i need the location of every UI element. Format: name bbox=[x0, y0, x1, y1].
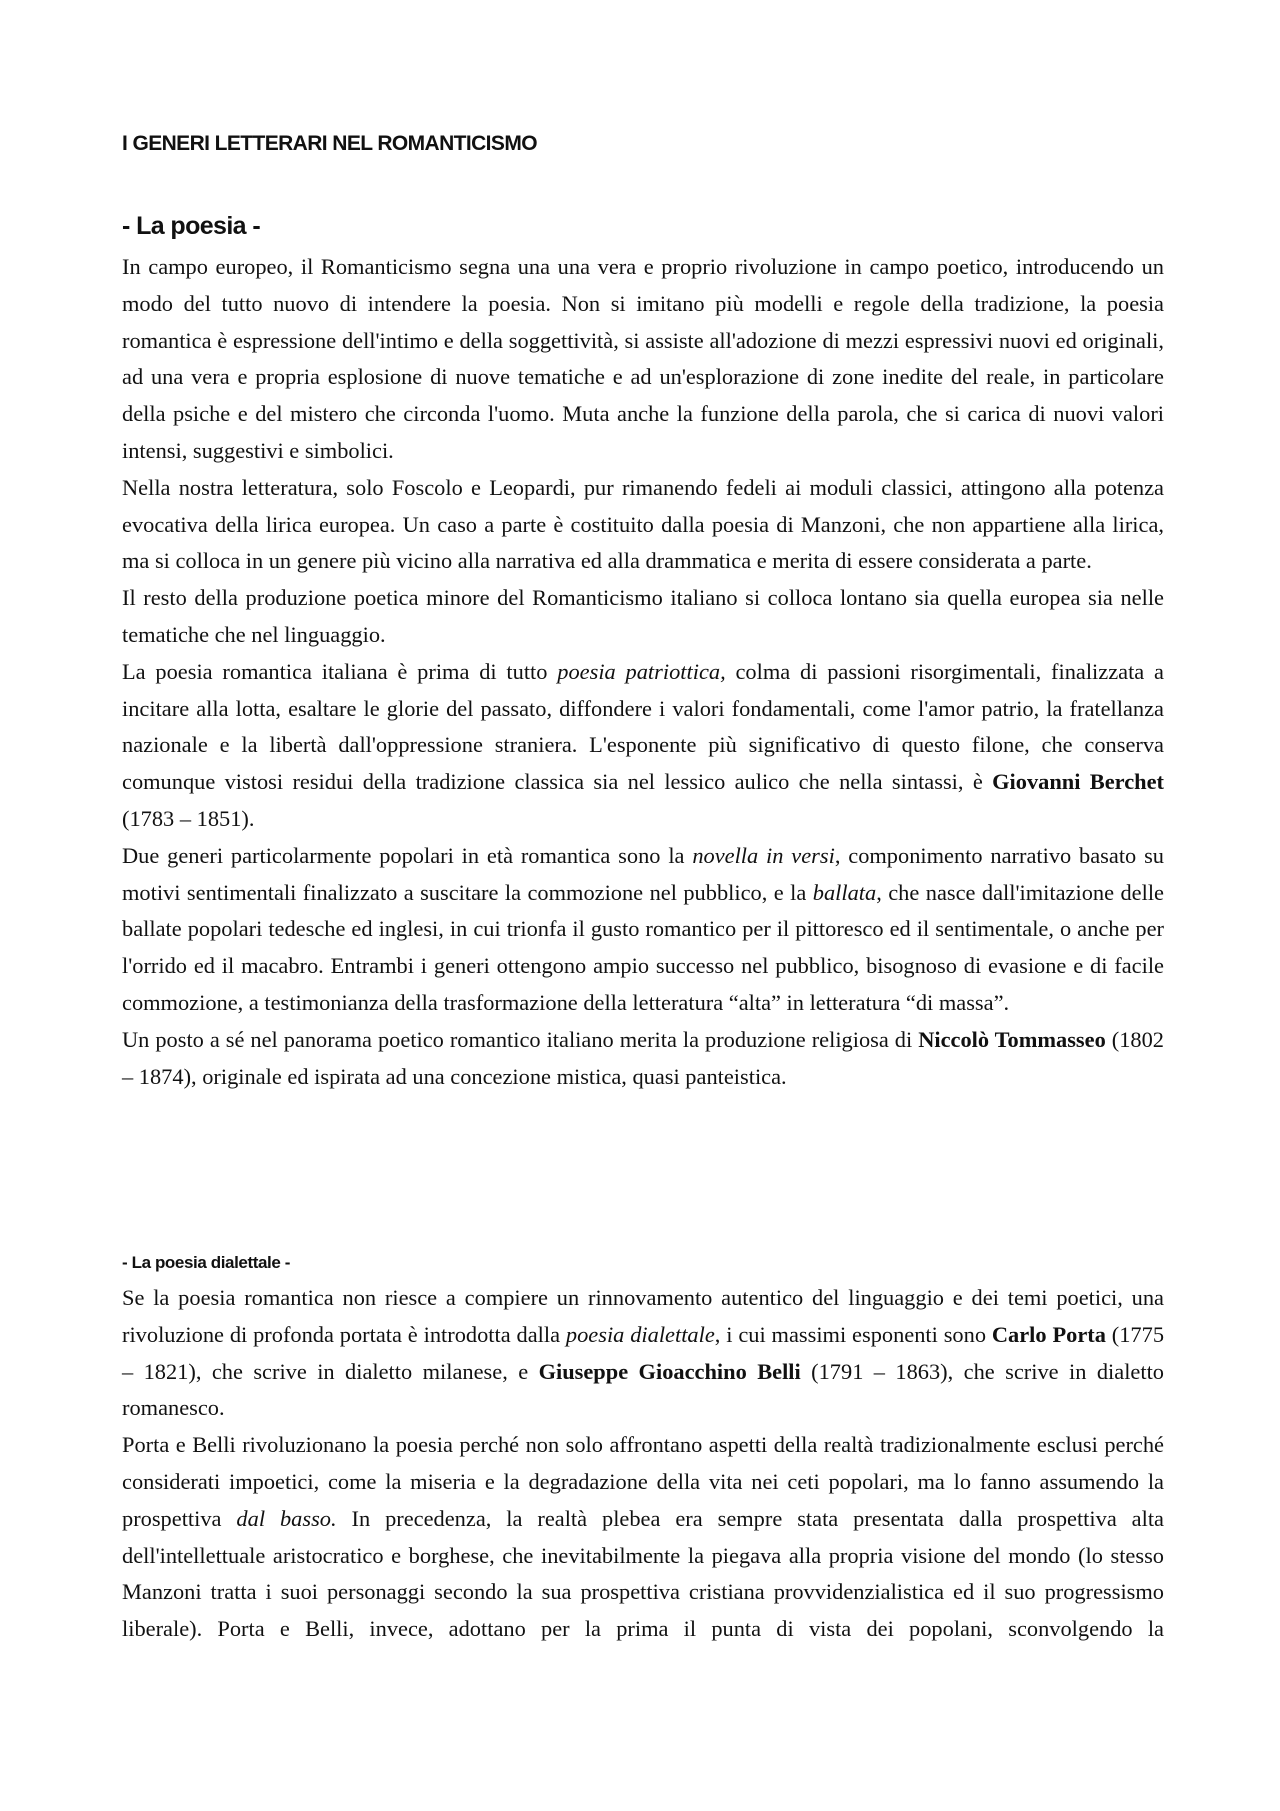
section-heading-poesia-dialettale: - La poesia dialettale - bbox=[122, 1253, 291, 1272]
paragraph bbox=[122, 1022, 1164, 1096]
paragraph bbox=[122, 580, 1164, 654]
paragraph bbox=[122, 249, 1164, 470]
italic-text: novella in versi bbox=[692, 842, 835, 868]
bold-text: Giovanni Berchet bbox=[992, 769, 1164, 795]
text-run: Se la poesia romantica non riesce a compiere un rinnovamento autentico del linguaggio e dei temi poetici, una rivoluzione di profonda portata è introdotta dalla bbox=[122, 1285, 1164, 1347]
paragraph bbox=[122, 1427, 1164, 1648]
italic-text: ballata bbox=[812, 879, 877, 905]
paragraph bbox=[122, 838, 1164, 1022]
text-run: (1802 – 1874), originale ed ispirata ad una concezione mistica, quasi panteistica. bbox=[122, 1026, 1164, 1089]
paragraph bbox=[122, 654, 1164, 838]
text-run: Un posto a sé nel panorama poetico romantico italiano merita la produzione religiosa di bbox=[122, 1026, 919, 1052]
section-body-poesia-dialettale bbox=[122, 1280, 1164, 1648]
italic-text: dal basso. bbox=[236, 1505, 337, 1531]
bold-text: Niccolò Tommasseo bbox=[918, 1026, 1106, 1052]
text-run: colma di passioni risorgimentali, finalizzata a incitare alla lotta, esaltare le glorie del passato, diffondere i valori fondamentali, come l'amor patrio, la fratellanza nazionale e la libertà dall'oppressione straniera. L'esponente più significativo di questo filone, che conserva comunque vistosi residui della tradizione classica sia nel lessico aulico che nella sintassi, è bbox=[122, 658, 1164, 795]
text-run: Il resto della produzione poetica minore del Romanticismo italiano si colloca lontano sia quella europea sia nelle tematiche che nel linguaggio. bbox=[122, 585, 1164, 647]
text-run: In campo europeo, il Romanticismo segna una una vera e proprio rivoluzione in campo poetico, introducendo un modo del tutto nuovo di intendere la poesia. Non si imitano più modelli e regole della tradizione, la poesia romantica è espressione dell'intimo e della soggettività, si assiste all'adozione di mezzi espressivi nuovi ed originali, ad una vera e propria esplosione di nuove tematiche e ad un'esplorazione di zone inedite del reale, in particolare della psiche e del mistero che circonda l'uomo. Muta anche la funzione della parola, che si carica di nuovi valori intensi, suggestivi e simbolici. bbox=[122, 254, 1164, 463]
text-run: , che nasce dall'imitazione delle ballate popolari tedesche ed inglesi, in cui trionfa il gusto romantico per il pittoresco ed il sentimentale, o anche per l'orrido ed il macabro. Entrambi i generi ottengono ampio successo nel pubblico, bisognoso di evasione e di facile commozione, a testimonianza della trasformazione della letteratura “alta” in letteratura “di massa”. bbox=[122, 879, 1164, 1015]
bold-text: Carlo Porta bbox=[991, 1321, 1106, 1347]
text-run: (1791 – 1863), che scrive in dialetto romanesco. bbox=[122, 1358, 1164, 1421]
document-title: I GENERI LETTERARI NEL ROMANTICISMO bbox=[122, 132, 537, 155]
section-body-poesia bbox=[122, 249, 1164, 1095]
text-run: Due generi particolarmente popolari in età romantica sono la bbox=[122, 842, 693, 868]
text-run: (1775 – 1821), che scrive in dialetto milanese, e bbox=[122, 1321, 1165, 1384]
text-run: La poesia romantica italiana è prima di tutto bbox=[122, 658, 558, 684]
text-run: , componimento narrativo basato su motivi sentimentali finalizzato a suscitare la commozione nel pubblico, e la bbox=[122, 842, 1164, 905]
text-run: In precedenza, la realtà plebea era sempre stata presentata dalla prospettiva alta dell'intellettuale aristocratico e borghese, che inevitabilmente la piegava alla propria visione del mondo (lo stesso Manzoni tratta i suoi personaggi secondo la sua prospettiva cristiana provvidenzialistica ed il suo progressismo liberale). Porta e Belli, invece, adottano per la prima il punta di vista dei popolani, sconvolgendo la bbox=[122, 1505, 1164, 1642]
italic-text: poesia patriottica, bbox=[557, 658, 726, 684]
text-run: Nella nostra letteratura, solo Foscolo e Leopardi, pur rimanendo fedeli ai moduli classici, attingono alla potenza evocativa della lirica europea. Un caso a parte è costituito dalla poesia di Manzoni, che non appartiene alla lirica, ma si colloca in un genere più vicino alla narrativa ed alla drammatica e merita di essere considerata a parte. bbox=[122, 474, 1164, 574]
bold-text: Giuseppe Gioacchino Belli bbox=[538, 1358, 801, 1384]
text-run: , i cui massimi esponenti sono bbox=[714, 1321, 992, 1347]
section-heading-poesia: - La poesia - bbox=[122, 212, 261, 240]
paragraph bbox=[122, 470, 1164, 580]
text-run: (1783 – 1851). bbox=[122, 805, 255, 831]
paragraph bbox=[122, 1280, 1164, 1427]
italic-text: poesia dialettale bbox=[565, 1321, 715, 1347]
text-run: Porta e Belli rivoluzionano la poesia perché non solo affrontano aspetti della realtà tradizionalmente esclusi perché considerati impoetici, come la miseria e la degradazione della vita nei ceti popolari, ma lo fanno assumendo la prospettiva bbox=[122, 1432, 1164, 1531]
